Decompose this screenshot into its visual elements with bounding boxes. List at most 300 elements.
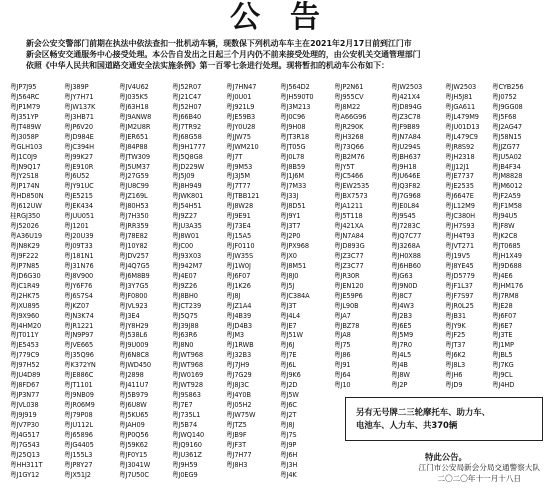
plate-number: 粤JV4U62 (119, 83, 149, 91)
plate-number: 粤J39J88 (172, 321, 199, 330)
plate-number: 粤JCT239 (172, 301, 202, 310)
plate-number: 粤J52H07 (172, 102, 202, 111)
plate-number: 粤J9N0D (391, 281, 418, 290)
plate-number: 粤JZ3C77 (334, 251, 364, 260)
plate-number: 粤JQ9160 (172, 440, 202, 449)
plate-number: 粤JL90B (334, 301, 359, 310)
plate-number: 粤J80H53 (119, 202, 149, 211)
plate-number: 粤J52026 (10, 222, 39, 231)
plate-number: 粤JUU051 (64, 212, 95, 221)
plate-number: 粤J7E (280, 351, 297, 360)
plate-number: 粤JM8828 (492, 172, 523, 181)
plate-number: 粤J3041W (119, 460, 151, 469)
plate-number: 粤J9Y1 (280, 212, 301, 221)
plate-number: 粤J5W (280, 391, 299, 400)
plate-number: 粤J0C96 (280, 112, 306, 121)
plate-number: 粤JTBB121 (226, 192, 260, 201)
plate-number: 粤JY91UC (64, 182, 94, 191)
plate-number: 粤JHM176 (492, 281, 524, 290)
plate-number: 粤J8J (226, 291, 241, 300)
plate-number: 粤J9Z27 (172, 212, 198, 221)
plate-number: 粤JF0110 (226, 242, 255, 250)
plate-number: 粤JWT968 (172, 351, 203, 360)
plate-number: 粤JH3268 (334, 132, 364, 141)
plate-number: 粤J2HK75 (10, 291, 40, 300)
plate-number: 粤J955CV (334, 92, 364, 101)
plate-number: 粤JWQ140 (172, 430, 205, 439)
plate-number: 粤JC00 (172, 242, 194, 250)
plate-number: 粤J6E7 (492, 321, 513, 330)
plate-number: 粤J4K (280, 470, 297, 479)
plate-number: 粤J351YP (10, 112, 39, 121)
plate-number: 粤JXU895 (10, 301, 40, 310)
plate-number: 粤J7G968 (391, 192, 421, 201)
plate-number: 粤J4W3 (391, 301, 414, 310)
note-line: 另有无号牌二三轮摩托车、助力车、 (356, 407, 490, 417)
plate-number: 粤J8M22 (334, 102, 361, 111)
plate-number: 粤J2898 (119, 371, 144, 380)
plate-number: 粤J7TR92 (172, 122, 202, 131)
plate-number: 粤JD893G (334, 242, 365, 250)
plate-number: 粤J05H2 (226, 401, 252, 409)
plate-number: 粤J389P (64, 83, 89, 91)
plate-number: 粤J4B39 (226, 311, 252, 320)
plate-number: 粤J2P (391, 381, 408, 390)
plate-number: 粤J8N0 (172, 341, 194, 350)
plate-number: 粤JB4F34 (492, 162, 521, 171)
plate-number: 粤J421X4 (391, 92, 421, 101)
plate-number: 粤J4L4 (280, 311, 301, 320)
plate-number: 粤JL12M9 (445, 202, 475, 211)
plate-number: 粤JA1211 (334, 202, 364, 211)
plate-number: 粤J6U8W (119, 401, 147, 409)
plate-number: 粤JX51J2 (64, 470, 91, 479)
plate-number: 粤J7KG (492, 361, 514, 370)
plate-number: 粤JG4405 (64, 440, 94, 449)
plate-number: 粤JBZ78 (334, 321, 360, 330)
plate-column (172, 83, 226, 481)
plate-number: 粤J411U7 (119, 381, 149, 390)
plate-number: 粤JP174N (10, 182, 40, 191)
plate-number: 粤J8H3 (226, 460, 248, 469)
plate-number: 粤J2P0 (280, 232, 301, 241)
plate-number: 粤JU01D13 (445, 122, 480, 131)
plate-number: 粤J35Q96 (64, 351, 94, 360)
plate-number: 粤J6M8B9 (119, 271, 150, 280)
plate-number: 粤JQ7C77 (391, 232, 422, 241)
plate-number: 粤JP1M79 (10, 102, 41, 111)
plate-number: 粤J3TE (492, 331, 513, 340)
plate-number: 粤J9D688 (492, 261, 522, 270)
plate-number: 粤J035K5 (119, 92, 148, 101)
plate-number: 粤JR290K (334, 122, 364, 131)
plate-number: 粤J1W0J (226, 261, 251, 270)
plate-number: 粤J8M51 (280, 261, 307, 270)
plate-number: 粤J6647E (445, 192, 474, 201)
plate-number: 粤JU361Z (172, 450, 202, 459)
plate-number: 粤JU646E (391, 172, 421, 181)
plate-number: 粤J5J (280, 281, 295, 290)
plate-number: 粤JZ169L (119, 192, 148, 201)
plate-number: 粤JH0X88 (391, 251, 421, 260)
plate-number: 粤J10Y82 (119, 242, 148, 250)
plate-number: 粤J612UW (10, 202, 42, 211)
plate-number: 粤J9H1777 (172, 142, 206, 151)
plate-number: 粤JD4B3 (226, 321, 252, 330)
plate-number: 粤J8V900 (64, 271, 94, 280)
plate-number: 粤J8FD67 (10, 381, 40, 390)
plate-number: 粤J538L6 (119, 331, 148, 340)
unplated-vehicles-note (345, 397, 543, 441)
plate-number: 粤J0752 (492, 92, 517, 101)
plate-number: 粤J31N76 (64, 261, 94, 270)
plate-number: 粤JW2503 (445, 83, 477, 91)
plate-number: 粤JP7J95 (10, 83, 37, 91)
plate-number: 粤HD850N (10, 192, 44, 201)
plate-number: 粤J1C0J9 (10, 152, 37, 161)
plate-number: 粤J3J5M (226, 172, 250, 181)
plate-number: 粤JE7 (280, 321, 297, 330)
plate-number: 粤J8J (280, 420, 295, 429)
plate-number: 粤JN9Q17 (10, 162, 41, 171)
plate-number: 粤J5UM37 (119, 162, 150, 171)
plate-number: 粤J3H (280, 460, 298, 469)
plate-number: 粤J5Q75 (172, 311, 198, 320)
plate-number: 粤JDV257 (119, 251, 149, 260)
plate-column (280, 83, 334, 481)
plate-column (10, 83, 64, 490)
plate-number: 粤JB2M76 (334, 152, 365, 161)
plate-number: 粤J6K2 (445, 351, 466, 360)
plate-number: 粤JWM210 (226, 142, 259, 151)
plate-number: 粤J99K27 (64, 152, 93, 161)
issue-date: 二〇二〇年十一月十八日 (437, 473, 522, 483)
plate-number: 粤J9M53 (226, 162, 253, 171)
plate-number: 粤J4HM20 (10, 321, 42, 330)
plate-number: 粤J5M9 (391, 331, 414, 340)
plate-number: 粤J921L9 (226, 102, 255, 111)
plate-number: 粤J564RC (10, 92, 40, 101)
plate-number: 粤J5F68 (492, 112, 517, 121)
plate-number: 粤J86 (334, 351, 351, 360)
plate-number: 粤JN7A84 (391, 132, 421, 141)
plate-number: 粤J4E6 (492, 271, 513, 280)
plate-number: 粤JU112L (64, 420, 93, 429)
plate-number: 粤J8C7 (391, 291, 413, 300)
plate-number: 粤JT05G (280, 142, 306, 151)
plate-number: 粤JE59P6 (334, 291, 363, 300)
plate-number: 粤JC394H (64, 142, 94, 151)
plate-number: 粤J9Z26 (172, 281, 198, 290)
plate-number: 粤J6S7S4 (64, 291, 93, 300)
plate-number: 粤JA8 (334, 331, 351, 340)
plate-number: 粤J181N1 (64, 251, 94, 260)
plate-number: 粤JD5779 (445, 271, 475, 280)
plate-number: 粤JF2A59 (492, 192, 521, 201)
plate-number: 粤JK2C8 (492, 232, 518, 241)
plate-number: 粤J20U39 (64, 232, 94, 241)
plate-number: 粤J7E7 (172, 401, 193, 409)
plate-number: 粤JF9B89 (391, 122, 420, 131)
plate-number: 粤J0U01 (226, 92, 252, 101)
plate-number: 粤JZ3C78 (391, 112, 421, 121)
plate-number: 粤J4B (391, 361, 408, 370)
plate-number: 粤J7G543 (10, 440, 40, 449)
notice-title: 公告 (230, 0, 350, 35)
plate-number: 粤J1RWB (226, 341, 254, 350)
plate-number: 粤J6H (280, 450, 298, 459)
plate-number: 粤JW0169 (172, 371, 204, 380)
plate-number: 粤JY7H71 (64, 92, 94, 101)
plate-number: 粤JU5A02 (492, 152, 522, 161)
plate-number: 粤K372YN (64, 361, 96, 370)
plate-number: 粤J421XA (334, 222, 364, 231)
plate-number: 粤JF0Y15 (119, 450, 148, 459)
plate-number: 粤J1K26 (226, 281, 251, 290)
plate-number: 粤J27G59 (119, 172, 149, 181)
plate-number: 粤J1J6M (280, 172, 304, 181)
plate-number: 粤JPX968 (280, 242, 309, 250)
plate-number: 粤JEK434 (64, 202, 93, 211)
plate-number: 粤JR06M9 (64, 401, 95, 409)
plate-number: 粤J6N8C8 (119, 351, 149, 360)
plate-number: 粤J9K6 (280, 371, 301, 380)
plate-number: 粤J4Q7G5 (119, 261, 150, 270)
plate-number: 粤J33J (280, 192, 299, 201)
plate-number: 粤J63R6 (172, 331, 198, 340)
plate-number: 粤JL479C9 (445, 132, 478, 141)
plate-number: 粤JG63 (391, 271, 413, 280)
plate-number: 粤JN8K29 (10, 242, 40, 250)
plate-number: 粤J7T (226, 152, 243, 161)
plate-number: 粤J66B40 (172, 112, 202, 121)
plate-number: 粤JP8Y27 (64, 460, 93, 469)
plate-number: 粤J8J0 (280, 271, 299, 280)
plate-number: 粤J9S863 (172, 391, 201, 400)
plate-number: 粤J5KU65 (119, 410, 149, 419)
plate-number: 粤JN3K74 (64, 311, 94, 320)
plate-number: 粤JH2318 (445, 152, 475, 161)
plate-number: 粤J1GY12 (10, 470, 40, 479)
plate-number: 粤J8W01 (172, 232, 200, 241)
plate-number: 粤J4G517 (10, 430, 40, 439)
plate-number: 粤JE886C (64, 371, 94, 380)
plate-number: 粤JWT928 (172, 381, 203, 390)
plate-number: 粤J8W (391, 371, 410, 380)
plate-number: 粤J2D (280, 381, 298, 390)
plate-number: 粤JF8W (492, 222, 515, 231)
plate-number: 粤JF7S97 (445, 291, 474, 300)
plate-number: 粤JT37 (445, 341, 466, 350)
plate-number: 粤J75 (334, 341, 351, 350)
plate-number: 粤J2AG47 (492, 122, 522, 131)
plate-number: 粤J4Y0B (226, 391, 251, 400)
plate-number: 粤J9H08 (280, 122, 306, 131)
plate-number: 粤J9CL (492, 371, 513, 380)
plate-number: 粤JP2N61 (334, 83, 364, 91)
plate-number: 粤J7M33 (280, 182, 307, 191)
plate-number: 粤J6HB60 (391, 261, 421, 270)
plate-number: 粤JF25 (445, 331, 466, 340)
plate-number: 粤J15A5 (226, 232, 252, 241)
plate-number: 粤JR0L25 (445, 301, 474, 310)
plate-number: 粤JJW75 (226, 132, 251, 141)
preamble-line: 新会公安交警部门前期在执法中依法查扣一批机动车辆，现数保下列机动车车主在2021年2月17日前到江门市 (26, 39, 412, 48)
plate-number: 粤J735L1 (172, 410, 201, 419)
plate-number: 粤J9U009 (119, 341, 149, 350)
plate-number: 粤JE59B3 (226, 112, 256, 121)
plate-number: 粤JGA611 (445, 102, 476, 111)
plate-number: 粤J0L78 (280, 152, 305, 161)
plate-number: 粤JY6F76 (64, 281, 93, 290)
plate-number: 粤J9H59 (172, 460, 198, 469)
plate-number: 粤J79P08 (64, 410, 93, 419)
plate-number: 粤JVE665 (64, 341, 94, 350)
plate-number: 粤JP3N77 (10, 391, 40, 400)
plate-number: 粤JC1R49 (10, 281, 40, 290)
plate-number: 粤J93X03 (172, 251, 202, 260)
plate-number: 粤J59K62 (119, 440, 148, 449)
plate-number: 粤JH6 (445, 371, 463, 380)
plate-number: 粤JE5453 (10, 341, 39, 350)
plate-number: 粤J9F222 (10, 251, 39, 260)
plate-number: 粤J0EG9 (172, 470, 198, 479)
plate-number: 粤JD894G (391, 102, 422, 111)
plate-number: 粤JE5215 (64, 192, 93, 201)
plate-number: 粤JC5466 (334, 172, 364, 181)
plate-column (119, 83, 173, 490)
plate-number: 粤JH590T0 (280, 92, 314, 101)
plate-number: 粤JY0U28 (226, 122, 256, 131)
plate-number: 粤JVL038 (10, 401, 39, 409)
notice-preamble (26, 38, 536, 71)
plate-number: 粤JBL5 (492, 351, 513, 360)
plate-number: 粤J8W28 (226, 202, 254, 211)
plate-number: 粤JH1X49 (492, 251, 522, 260)
plate-number: 粤J6U52 (64, 172, 90, 181)
plate-number: 粤J9P (280, 440, 297, 449)
plate-number: 粤JP6V20 (64, 122, 93, 131)
plate-number: 粤J51W (280, 331, 303, 340)
plate-number: 粤J2T (280, 410, 297, 419)
plate-number: 粤JH7S93 (445, 222, 475, 231)
plate-number: 粤JX0 (280, 251, 297, 260)
plate-number: 粤JTZ5 (226, 420, 247, 429)
plate-number: 粤J3T (280, 301, 297, 310)
plate-number: 粤JN9P97 (64, 331, 94, 340)
plate-number: 粤J779C9 (10, 351, 40, 360)
plate-number: 粤J6F07 (492, 311, 517, 320)
plate-number: 粤J9H18 (391, 162, 417, 171)
plate-number: 粤J68G58 (172, 132, 202, 141)
plate-number: 粤J78E82 (119, 232, 148, 241)
plate-number: 粤J8B59 (280, 162, 306, 171)
plate-number: 粤J09T33 (64, 242, 93, 250)
plate-number: 粤JW2503 (391, 83, 423, 91)
plate-number: 粤J52R07 (172, 83, 202, 91)
plate-number: 粤A66G96 (334, 112, 367, 121)
plate-number: 粤CYB256 (492, 83, 524, 91)
plate-number: 粤J6C (280, 401, 297, 409)
plate-number: 粤J4L5 (391, 351, 412, 360)
plate-number: 粤J1201 (64, 222, 89, 231)
plate-number: 粤JU3A35 (172, 222, 202, 231)
plate-number: 粤JF3T (226, 440, 247, 449)
plate-number: 粤JP0Q56 (119, 430, 149, 439)
plate-number: 粤J25Q13 (10, 450, 40, 459)
plate-number: 粤J6E5 (391, 321, 412, 330)
plate-number: 粤J8H949 (172, 182, 202, 191)
plate-number: 粤JE28 (492, 301, 513, 310)
plate-number: 粤JR30R (334, 271, 360, 280)
issuer-name: 江门市公安局新会分局交通警察大队 (418, 463, 540, 472)
plate-number: 粤J9ANW8 (119, 112, 152, 121)
plate-number: 粤J564D2 (280, 83, 310, 91)
plate-number: 粤J8YE45 (445, 261, 474, 270)
plate-number: 粤J54H51 (172, 202, 202, 211)
plate-number: 粤J58N15 (492, 132, 522, 141)
plate-number: 粤JT011Y (10, 331, 39, 340)
plate-number: 粤JB31 (445, 311, 466, 320)
plate-number: 粤JEW2535 (334, 182, 370, 191)
plate-number: 粤J5Q8G8 (172, 152, 203, 161)
plate-number: 桂RGJ350 (10, 212, 41, 221)
plate-number: 粤J21C47 (172, 92, 202, 101)
plate-number: 粤J7S (280, 430, 297, 439)
plate-number: 粤JN7A84 (334, 232, 364, 241)
plate-number: 粤JW75W (226, 410, 256, 419)
plate-number: 粤J65896 (64, 430, 93, 439)
plate-number: 粤JH4T93 (445, 232, 475, 241)
plate-number: 粤JD984E (64, 132, 94, 141)
plate-number: 粤JBX7573 (334, 192, 368, 201)
plate-number: 粤J7JH9 (226, 361, 250, 370)
plate-number: 粤J7H350 (119, 212, 149, 221)
plate-number: 粤JD9 (445, 381, 463, 390)
plate-number: 粤J3M213 (280, 102, 311, 111)
plate-number: 粤JQ3F82 (391, 182, 421, 191)
preamble-line: 依照《中华人民共和国道路交通安全法实施条例》第一百零七条进行处理。现将暂扣的机动车公布如下： (26, 61, 389, 70)
plate-number: 粤JJZG77 (492, 142, 520, 151)
plate-number: 粤J5B74 (172, 420, 198, 429)
plate-number: 粤GLH103 (10, 142, 43, 151)
plate-number: 粤JM2U8R (119, 122, 151, 131)
plate-number: 粤J7H77 (226, 450, 252, 459)
plate-number: 粤J9S45 (391, 212, 416, 221)
plate-number: 粤J9GG08 (492, 102, 523, 111)
plate-number: 粤J7283C (391, 222, 421, 231)
plate-number: 粤JA7 (334, 311, 351, 320)
plate-number: 粤JC380H (445, 212, 475, 221)
plate-number: 粤J4E07 (172, 271, 197, 280)
plate-number: 粤J5B979 (119, 391, 149, 400)
plate-number: 粤J9NB09 (64, 391, 94, 400)
plate-number: 粤JD6G30 (10, 271, 41, 280)
closing-statement: 特此公告。 (425, 452, 467, 462)
plate-column (64, 83, 118, 490)
plate-number: 粤J19V5 (445, 251, 471, 260)
plate-number: 粤J3T7 (280, 222, 301, 231)
plate-number: 粤J5J09 (172, 172, 195, 181)
plate-number: 粤JU294S (391, 142, 421, 151)
plate-number: 粤J3HB71 (64, 112, 94, 121)
plate-number: 粤J64 (334, 371, 351, 380)
plate-number: 粤JY9K (445, 321, 466, 330)
plate-number: 粤J32B3 (226, 351, 252, 360)
plate-number: 粤JWD450 (119, 361, 152, 370)
plate-number: 粤JRR359 (119, 222, 149, 231)
plate-number: 粤J1MP (492, 341, 514, 350)
